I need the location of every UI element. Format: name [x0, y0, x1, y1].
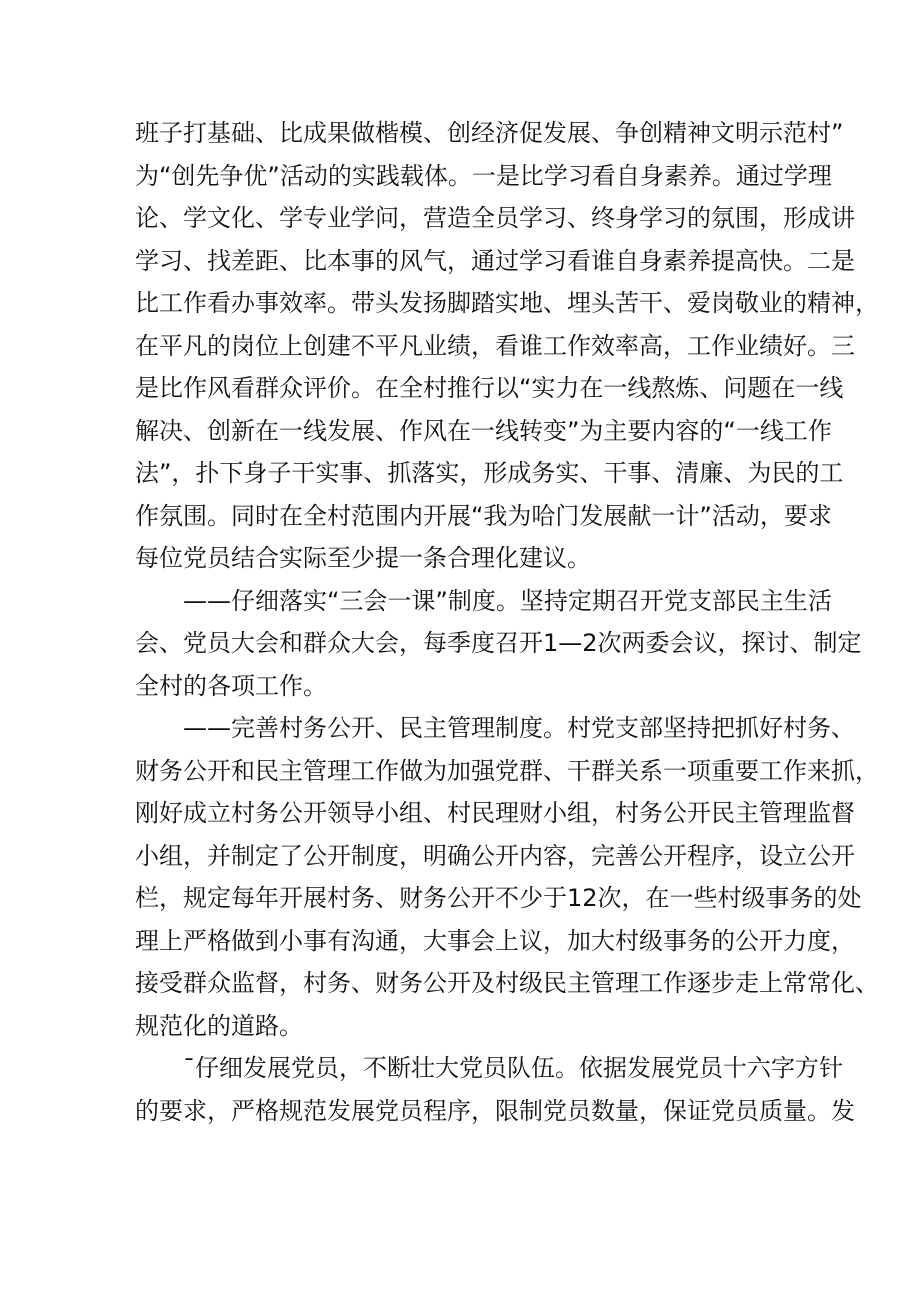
text-line: 比工作看办事效率。带头发扬脚踏实地、埋头苦干、爱岗敬业的精神，	[135, 289, 879, 317]
text-line: 财务公开和民主管理工作做为加强党群、干群关系一项重要工作来抓，	[135, 756, 879, 785]
text-line: 在平凡的岗位上创建不平凡业绩，看谁工作效率高，工作业绩好。三	[135, 331, 855, 360]
text-line: 会、党员大会和群众大会，每季度召开1—2次两委会议，探讨、制定	[135, 629, 862, 657]
text-line: 栏，规定每年开展村务、财务公开不少于12次，在一些村级事务的处	[135, 884, 862, 912]
text-line: 是比作风看群众评价。在全村推行以“实力在一线熬炼、问题在一线	[135, 374, 844, 402]
text-line: 规范化的道路。	[135, 1011, 303, 1040]
text-line: 刚好成立村务公开领导小组、村民理财小组，村务公开民主管理监督	[135, 799, 855, 827]
text-line: 论、学文化、学专业学问，营造全员学习、终身学习的氛围，形成讲	[135, 204, 855, 232]
text-line: 每位党员结合实际至少提一条合理化建议。	[135, 544, 591, 572]
document-body	[135, 112, 879, 1132]
text-line: ——完善村务公开、民主管理制度。村党支部坚持把抓好村务、	[183, 714, 855, 742]
text-line: 理上严格做到小事有沟通，大事会上议，加大村级事务的公开力度，	[135, 926, 855, 955]
text-line: ¯仔细发展党员，不断壮大党员队伍。依据发展党员十六字方针	[183, 1054, 843, 1082]
text-line: ——仔细落实“三会一课”制度。坚持定期召开党支部民主生活	[183, 586, 832, 615]
text-line: 为“创先争优”活动的实践载体。一是比学习看自身素养。通过学理	[135, 161, 832, 190]
text-line: 小组，并制定了公开制度，明确公开内容，完善公开程序，设立公开	[135, 841, 855, 870]
text-line: 作氛围。同时在全村范围内开展“我为哈门发展献一计”活动，要求	[135, 501, 832, 530]
text-line: 接受群众监督，村务、财务公开及村级民主管理工作逐步走上常常化、	[135, 969, 879, 997]
text-line: 全村的各项工作。	[135, 671, 327, 700]
text-line: 法”，扑下身子干实事、抓落实，形成务实、干事、清廉、为民的工	[135, 459, 844, 487]
text-line: 学习、找差距、比本事的风气，通过学习看谁自身素养提高快。二是	[135, 246, 855, 275]
text-line: 的要求，严格规范发展党员程序，限制党员数量，保证党员质量。发	[135, 1096, 855, 1125]
text-line: 解决、创新在一线发展、作风在一线转变”为主要内容的“一线工作	[135, 416, 832, 445]
text-line: 班子打基础、比成果做楷模、创经济促发展、争创精神文明示范村”	[135, 119, 844, 147]
